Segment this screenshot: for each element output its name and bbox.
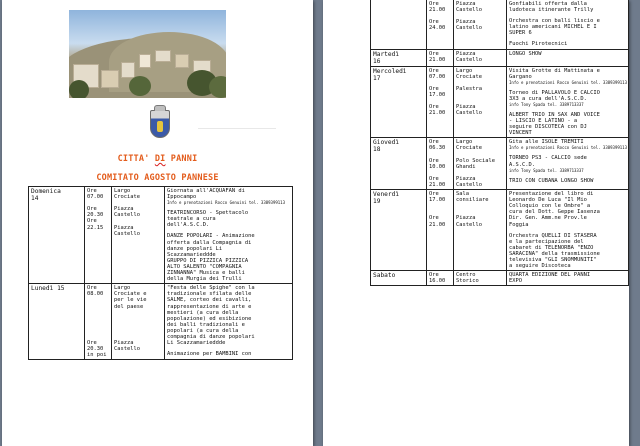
cell-line: Largo: [114, 188, 131, 194]
cell-line: Castello: [114, 346, 140, 353]
schedule-row: [371, 190, 629, 271]
event-cell: [507, 271, 629, 286]
cell-line: teatrale a cura: [167, 216, 216, 223]
place-cell: [454, 138, 507, 190]
cell-line: Piazza: [456, 215, 476, 222]
cell-line: Orchestra con balli liscio e: [509, 18, 600, 25]
cell-line: Animazione per BAMBINI con: [167, 351, 252, 358]
cell-line: Ore: [87, 340, 97, 347]
time-cell: [85, 187, 112, 284]
cell-line: Ore: [429, 19, 439, 26]
cell-line: 21.00: [429, 7, 446, 14]
schedule-row: [29, 284, 293, 360]
cell-line: Castello: [456, 7, 482, 14]
cell-line: Piazza: [114, 340, 134, 347]
cell-line: Castello: [114, 230, 140, 237]
place-cell: [112, 187, 165, 284]
day-cell: [371, 138, 427, 190]
cell-line: Info e prenotazioni Rocco Genuini tel. 3389399113: [167, 200, 286, 206]
day-cell: [371, 0, 427, 49]
cell-line: 10.00: [429, 163, 446, 170]
cell-line: Ghandi: [456, 163, 476, 170]
cell-line: 17: [373, 74, 381, 82]
cell-line: a seguire Discoteca: [509, 263, 571, 270]
cell-line: Scazzamarieddde: [167, 251, 216, 258]
cell-line: 20.30: [87, 346, 104, 353]
cell-line: Piazza: [456, 104, 476, 111]
cell-line: 07.00: [429, 73, 446, 80]
cell-line: consiliare: [456, 197, 489, 204]
time-cell: [427, 190, 454, 271]
cell-line: Largo: [114, 285, 131, 292]
schedule-row: [371, 0, 629, 49]
cell-line: offerta dalla Compagnia di: [167, 239, 252, 246]
cell-line: e la partecipazione del: [509, 238, 584, 245]
time-cell: [427, 271, 454, 286]
town-coat-of-arms-icon: [150, 110, 170, 138]
cell-line: Piazza: [456, 175, 476, 182]
cell-line: Piazza: [456, 19, 476, 26]
cell-line: mestieri (a cura della: [167, 309, 239, 316]
cell-line: Largo: [456, 139, 473, 146]
schedule-row: [29, 187, 293, 284]
cell-line: Lunedì 15: [31, 285, 65, 293]
cell-line: 17.00: [429, 91, 446, 98]
cell-line: televisiva "GLI SNOMMUNITI": [509, 257, 597, 263]
cell-line: seguire DISCOTECA con DJ: [509, 124, 587, 131]
schedule-row: [371, 66, 629, 138]
cell-line: tradizionale sfilata delle: [167, 291, 252, 298]
cell-line: A.S.C.D.: [509, 161, 535, 168]
cell-line: Ore: [87, 206, 97, 213]
cell-line: info Tony Spada tel. 3389713337: [509, 167, 584, 173]
cell-line: 16: [373, 57, 381, 65]
cell-line: Foggia: [509, 221, 529, 228]
event-cell: [165, 284, 293, 360]
cell-line: 08.00: [87, 291, 104, 298]
day-cell: [371, 49, 427, 66]
schedule-row: [371, 271, 629, 286]
cell-line: Castello: [114, 212, 140, 219]
cell-line: 21.00: [429, 221, 446, 228]
cell-line: Giovedì: [373, 139, 400, 147]
page-title: CITTA' DI PANNI: [117, 154, 198, 164]
cell-line: Storico: [456, 278, 479, 285]
cell-line: Ore: [429, 215, 439, 222]
place-cell: [454, 271, 507, 286]
cell-line: Castello: [456, 56, 482, 63]
cell-line: popolazione) ed esibizione: [167, 315, 252, 322]
cell-line: Dir. Gen. Amm.ne Prov.le: [509, 215, 587, 222]
cell-line: del paese: [114, 303, 144, 310]
cell-line: Ore: [429, 104, 439, 111]
cell-line: ALBERT TRIO IN SAX AND VOICE: [509, 111, 600, 118]
event-cell: [507, 190, 629, 271]
cell-line: Martedì: [373, 50, 400, 58]
cell-line: Venerdì: [373, 191, 400, 199]
cell-line: Gonfiabili offerta dalla: [509, 1, 587, 7]
cell-line: 24.00: [429, 25, 446, 32]
cell-line: latino americani MICHEL E I: [509, 24, 597, 31]
cell-line: TRIO CON CUBANA LONGO SHOW: [509, 177, 594, 184]
cell-line: Leonardo De Luca "Il Mio: [509, 197, 587, 204]
cell-line: - LISCIO E LATINO - a: [509, 118, 578, 125]
cell-line: Palestra: [456, 85, 482, 92]
cell-line: 16.00: [429, 278, 446, 285]
cell-line: Ippocampo: [167, 194, 197, 201]
cell-line: Ore: [429, 85, 439, 92]
cell-line: 17.00: [429, 197, 446, 204]
cell-line: 19: [373, 198, 381, 206]
cell-line: Polo Sociale: [456, 157, 495, 164]
cell-line: Gargano: [509, 73, 532, 80]
schedule-table-right: [370, 0, 629, 286]
cell-line: 14: [31, 195, 39, 202]
cell-line: Domenica: [31, 188, 61, 195]
cell-line: EXPO: [509, 278, 522, 285]
time-cell: [427, 0, 454, 49]
cell-line: Ore: [87, 285, 97, 292]
event-cell: [507, 66, 629, 138]
cell-line: Castello: [456, 110, 482, 117]
cell-line: Ore: [87, 188, 97, 194]
cell-line: Crociate e: [114, 291, 147, 298]
day-cell: [371, 271, 427, 286]
place-cell: [454, 66, 507, 138]
cell-line: SUPER 6: [509, 30, 532, 37]
day-cell: [371, 66, 427, 138]
cell-line: cura del Dott. Geppe Iasenza: [509, 209, 600, 216]
event-cell: [507, 138, 629, 190]
day-cell: [371, 190, 427, 271]
cell-line: Ore: [429, 1, 439, 7]
schedule-table-left: [28, 186, 293, 360]
cell-line: 21.00: [429, 56, 446, 63]
cell-line: Centro: [456, 272, 476, 279]
event-cell: [507, 49, 629, 66]
time-cell: [427, 49, 454, 66]
faint-rule: [198, 128, 276, 129]
cell-line: Ore: [429, 139, 439, 146]
cell-line: Colloquio con le Ombre" a: [509, 203, 591, 210]
cell-line: SALME, corteo dei cavalli,: [167, 297, 252, 304]
cell-line: dell'A.S.C.D.: [167, 222, 210, 229]
cell-line: dei balli tradizionali e: [167, 321, 245, 328]
time-cell: [85, 284, 112, 360]
cell-line: Ore: [429, 272, 439, 279]
cell-line: Ore: [429, 50, 439, 57]
cell-line: 20.30: [87, 212, 104, 219]
place-cell: [454, 190, 507, 271]
cell-line: Fuochi Pirotecnici: [509, 41, 568, 48]
cell-line: QUARTA EDIZIONE DEL PANNI: [509, 272, 591, 279]
cell-line: 07.00: [87, 194, 104, 201]
cell-line: 22.15: [87, 224, 104, 231]
cell-line: 21.00: [429, 181, 446, 188]
cell-line: popolari (a cura della: [167, 327, 239, 334]
cell-line: Crociate: [456, 73, 482, 80]
cell-line: Crociate: [114, 194, 140, 201]
cell-line: SARACINA" della trasmissione: [509, 250, 600, 257]
cell-line: ZINNANNA" Musica e balli: [167, 270, 245, 277]
cell-line: Visita Grotte di Mattinata e: [509, 67, 600, 74]
cell-line: Li Scazzamarieddde: [167, 340, 226, 347]
cell-line: ALTO SALENTO "COMPAGNIA: [167, 263, 242, 270]
place-cell: [454, 49, 507, 66]
cell-line: Sala: [456, 191, 469, 198]
place-cell: [112, 284, 165, 360]
cell-line: Info e prenotazioni Rocco Genuini tel. 3389399113: [509, 79, 628, 85]
cell-line: Crociate: [456, 145, 482, 152]
cell-line: 21.00: [429, 110, 446, 117]
event-cell: [507, 0, 629, 49]
cell-line: compagnia di danze popolari: [167, 333, 255, 340]
cell-line: in poi: [87, 352, 107, 359]
cell-line: cabaret di TELENORBA "ENZO: [509, 244, 594, 251]
cell-line: Presentazione del libro di: [509, 191, 594, 198]
cell-line: 06.30: [429, 145, 446, 152]
place-cell: [454, 0, 507, 49]
cell-line: VINCENT: [509, 130, 532, 137]
cell-line: "Festa delle Spighe" con la: [167, 285, 255, 292]
cell-line: 18: [373, 146, 381, 154]
cell-line: TORNEO PS3 - CALCIO sede: [509, 155, 587, 162]
panni-town-photo: [69, 10, 226, 98]
cell-line: Ore: [429, 175, 439, 182]
cell-line: info Tony Spada tel. 3389713337: [509, 101, 584, 107]
cell-line: LONGO SHOW: [509, 50, 542, 57]
time-cell: [427, 66, 454, 138]
time-cell: [427, 138, 454, 190]
cell-line: danze popolari Li: [167, 245, 223, 252]
cell-line: Piazza: [114, 224, 134, 231]
cell-line: GRUPPO DI PIZZICA PIZZICA: [167, 257, 249, 264]
cell-line: DANZE POPOLARI - Animazione: [167, 233, 255, 240]
cell-line: Orchestra QUELLI DI STASERA: [509, 232, 597, 239]
cell-line: Piazza: [456, 50, 476, 57]
schedule-row: [371, 49, 629, 66]
cell-line: Largo: [456, 67, 473, 74]
cell-line: TEATRINCORSO - Spettacolo: [167, 210, 249, 217]
cell-line: per le vie: [114, 297, 147, 304]
cell-line: Piazza: [456, 1, 476, 7]
cell-line: Giornata all'ACQUAFAN di: [167, 188, 245, 194]
cell-line: rappresentazione di arte e: [167, 303, 252, 310]
cell-line: Castello: [456, 221, 482, 228]
cell-line: Mercoledì: [373, 67, 407, 75]
document-page-right: [323, 0, 629, 446]
cell-line: Ore: [87, 218, 97, 225]
cell-line: Castello: [456, 181, 482, 188]
document-page-left: [2, 0, 313, 446]
cell-line: Info e prenotazioni Rocco Genuini tel. 3389399113: [509, 145, 628, 151]
cell-line: Ore: [429, 191, 439, 198]
cell-line: ludoteca itinerante Trilly: [509, 7, 594, 14]
schedule-row: [371, 138, 629, 190]
page-subtitle: COMITATO AGOSTO PANNESE: [96, 173, 219, 183]
event-cell: [165, 187, 293, 284]
cell-line: Sabato: [373, 272, 396, 280]
cell-line: Torneo di PALLAVOLO E CALCIO: [509, 89, 600, 96]
day-cell: [29, 187, 85, 284]
day-cell: [29, 284, 85, 360]
cell-line: Gita alle ISOLE TREMITI: [509, 139, 584, 146]
cell-line: Ore: [429, 67, 439, 74]
cell-line: Castello: [456, 25, 482, 32]
cell-line: Ore: [429, 157, 439, 164]
cell-line: Piazza: [114, 206, 134, 213]
cell-line: 3X3 a cura dell'A.S.C.D.: [509, 95, 587, 102]
cell-line: della Murgia dei Trulli: [167, 276, 242, 283]
